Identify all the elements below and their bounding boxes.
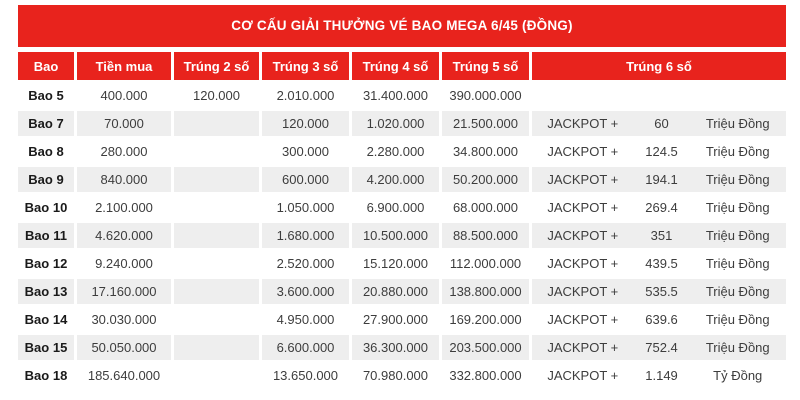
cell-trung-4-so: 6.900.000 <box>352 195 439 220</box>
cell-trung-2-so <box>174 363 259 388</box>
jackpot-unit: Triệu Đồng <box>705 200 770 215</box>
cell-trung-6-so <box>532 111 786 136</box>
cell-trung-3-so: 600.000 <box>262 167 349 192</box>
cell-trung-3-so: 120.000 <box>262 111 349 136</box>
jackpot-value: 351 <box>650 228 673 243</box>
jackpot-prefix: JACKPOT + <box>547 228 619 243</box>
cell-trung-5-so: 21.500.000 <box>442 111 529 136</box>
table-row <box>18 223 786 248</box>
jackpot-value: 60 <box>654 116 669 131</box>
cell-bao: Bao 14 <box>18 307 74 332</box>
cell-trung-2-so <box>174 139 259 164</box>
table-header-row <box>18 52 786 80</box>
cell-trung-6-so <box>532 139 786 164</box>
cell-trung-2-so <box>174 335 259 360</box>
cell-tien-mua: 50.050.000 <box>77 335 171 360</box>
table-row <box>18 279 786 304</box>
table-row <box>18 167 786 192</box>
column-header-trung-5-so: Trúng 5 số <box>442 52 529 80</box>
cell-trung-2-so <box>174 167 259 192</box>
cell-trung-4-so: 27.900.000 <box>352 307 439 332</box>
cell-tien-mua: 840.000 <box>77 167 171 192</box>
cell-trung-5-so: 112.000.000 <box>442 251 529 276</box>
cell-bao: Bao 12 <box>18 251 74 276</box>
cell-bao: Bao 5 <box>18 83 74 108</box>
cell-trung-2-so: 120.000 <box>174 83 259 108</box>
cell-bao: Bao 15 <box>18 335 74 360</box>
jackpot-unit: Triệu Đồng <box>705 172 770 187</box>
cell-bao: Bao 11 <box>18 223 74 248</box>
prize-structure-table <box>18 5 786 391</box>
jackpot-value: 1.149 <box>645 368 678 383</box>
table-row <box>18 111 786 136</box>
cell-trung-4-so: 31.400.000 <box>352 83 439 108</box>
cell-tien-mua: 17.160.000 <box>77 279 171 304</box>
cell-trung-6-so <box>532 335 786 360</box>
cell-bao: Bao 10 <box>18 195 74 220</box>
cell-trung-2-so <box>174 251 259 276</box>
jackpot-value: 124.5 <box>645 144 678 159</box>
jackpot-value: 535.5 <box>645 284 678 299</box>
table-body <box>18 83 786 388</box>
cell-tien-mua: 280.000 <box>77 139 171 164</box>
cell-trung-5-so: 203.500.000 <box>442 335 529 360</box>
jackpot-unit: Triệu Đồng <box>705 144 770 159</box>
cell-tien-mua: 4.620.000 <box>77 223 171 248</box>
cell-trung-2-so <box>174 195 259 220</box>
jackpot-prefix: JACKPOT + <box>547 368 619 383</box>
cell-trung-3-so: 2.010.000 <box>262 83 349 108</box>
jackpot-prefix: JACKPOT + <box>547 256 619 271</box>
cell-trung-4-so: 2.280.000 <box>352 139 439 164</box>
cell-trung-5-so: 50.200.000 <box>442 167 529 192</box>
column-header-trung-4-so: Trúng 4 số <box>352 52 439 80</box>
jackpot-prefix: JACKPOT + <box>547 284 619 299</box>
cell-trung-2-so <box>174 307 259 332</box>
cell-trung-3-so: 6.600.000 <box>262 335 349 360</box>
cell-tien-mua: 400.000 <box>77 83 171 108</box>
cell-trung-5-so: 169.200.000 <box>442 307 529 332</box>
cell-tien-mua: 30.030.000 <box>77 307 171 332</box>
cell-tien-mua: 9.240.000 <box>77 251 171 276</box>
cell-trung-6-so <box>532 83 786 108</box>
jackpot-prefix: JACKPOT + <box>547 312 619 327</box>
cell-trung-2-so <box>174 279 259 304</box>
jackpot-unit: Tỷ Đồng <box>713 368 763 383</box>
cell-trung-3-so: 1.680.000 <box>262 223 349 248</box>
cell-trung-4-so: 36.300.000 <box>352 335 439 360</box>
table-row <box>18 195 786 220</box>
cell-trung-4-so: 15.120.000 <box>352 251 439 276</box>
cell-bao: Bao 7 <box>18 111 74 136</box>
cell-tien-mua: 70.000 <box>77 111 171 136</box>
jackpot-value: 752.4 <box>645 340 678 355</box>
cell-trung-6-so <box>532 167 786 192</box>
cell-trung-5-so: 88.500.000 <box>442 223 529 248</box>
cell-trung-6-so <box>532 363 786 388</box>
cell-trung-5-so: 138.800.000 <box>442 279 529 304</box>
cell-trung-3-so: 3.600.000 <box>262 279 349 304</box>
cell-trung-5-so: 332.800.000 <box>442 363 529 388</box>
cell-trung-6-so <box>532 251 786 276</box>
jackpot-prefix: JACKPOT + <box>547 172 619 187</box>
jackpot-unit: Triệu Đồng <box>705 340 770 355</box>
cell-tien-mua: 185.640.000 <box>77 363 171 388</box>
cell-trung-3-so: 1.050.000 <box>262 195 349 220</box>
cell-trung-5-so: 390.000.000 <box>442 83 529 108</box>
table-row <box>18 251 786 276</box>
column-header-bao: Bao <box>18 52 74 80</box>
jackpot-prefix: JACKPOT + <box>547 116 619 131</box>
cell-trung-3-so: 300.000 <box>262 139 349 164</box>
jackpot-unit: Triệu Đồng <box>705 312 770 327</box>
cell-trung-6-so <box>532 279 786 304</box>
jackpot-unit: Triệu Đồng <box>705 256 770 271</box>
jackpot-prefix: JACKPOT + <box>547 144 619 159</box>
cell-trung-4-so: 4.200.000 <box>352 167 439 192</box>
cell-trung-4-so: 20.880.000 <box>352 279 439 304</box>
cell-tien-mua: 2.100.000 <box>77 195 171 220</box>
jackpot-unit: Triệu Đồng <box>705 284 770 299</box>
cell-trung-3-so: 2.520.000 <box>262 251 349 276</box>
cell-trung-3-so: 13.650.000 <box>262 363 349 388</box>
jackpot-unit: Triệu Đồng <box>705 116 770 131</box>
cell-bao: Bao 9 <box>18 167 74 192</box>
cell-bao: Bao 18 <box>18 363 74 388</box>
table-title: CƠ CẤU GIẢI THƯỞNG VÉ BAO MEGA 6/45 (ĐỒNG) <box>18 5 786 47</box>
cell-trung-5-so: 34.800.000 <box>442 139 529 164</box>
jackpot-unit: Triệu Đồng <box>705 228 770 243</box>
cell-trung-2-so <box>174 223 259 248</box>
table-row <box>18 307 786 332</box>
cell-trung-4-so: 70.980.000 <box>352 363 439 388</box>
cell-trung-4-so: 10.500.000 <box>352 223 439 248</box>
table-row <box>18 363 786 388</box>
cell-bao: Bao 13 <box>18 279 74 304</box>
jackpot-prefix: JACKPOT + <box>547 200 619 215</box>
column-header-trung-6-so: Trúng 6 số <box>532 52 786 80</box>
cell-trung-3-so: 4.950.000 <box>262 307 349 332</box>
cell-bao: Bao 8 <box>18 139 74 164</box>
cell-trung-6-so <box>532 307 786 332</box>
jackpot-prefix: JACKPOT + <box>547 340 619 355</box>
cell-trung-2-so <box>174 111 259 136</box>
cell-trung-5-so: 68.000.000 <box>442 195 529 220</box>
cell-trung-6-so <box>532 223 786 248</box>
jackpot-value: 194.1 <box>645 172 678 187</box>
column-header-tien-mua: Tiền mua <box>77 52 171 80</box>
table-row <box>18 139 786 164</box>
table-row <box>18 335 786 360</box>
jackpot-value: 639.6 <box>645 312 678 327</box>
cell-trung-6-so <box>532 195 786 220</box>
cell-trung-4-so: 1.020.000 <box>352 111 439 136</box>
jackpot-value: 269.4 <box>645 200 678 215</box>
column-header-trung-2-so: Trúng 2 số <box>174 52 259 80</box>
table-row <box>18 83 786 108</box>
column-header-trung-3-so: Trúng 3 số <box>262 52 349 80</box>
jackpot-value: 439.5 <box>645 256 678 271</box>
